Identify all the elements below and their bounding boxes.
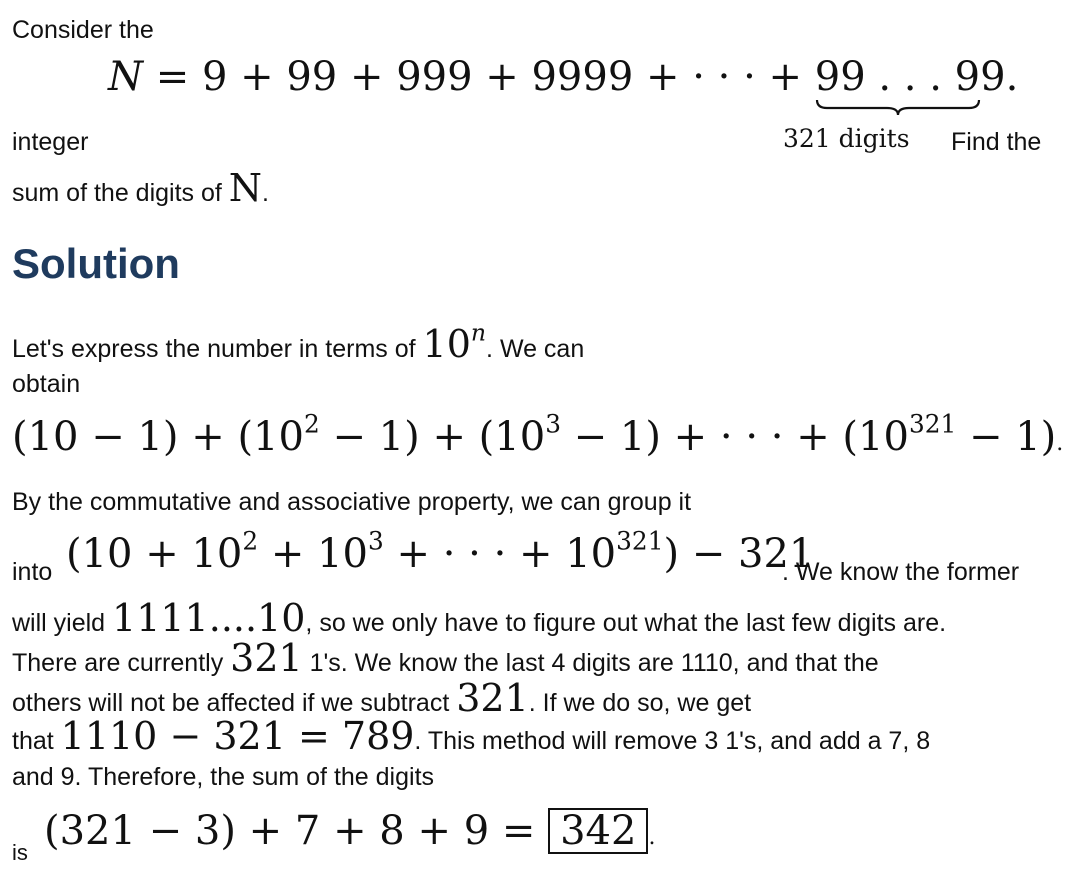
- eq1-a: (10 − 1) + (10: [12, 414, 304, 460]
- eq2-b: + 10: [258, 531, 368, 577]
- solution-eq2: [66, 526, 815, 577]
- solution-eq1: [12, 409, 1064, 460]
- var-n: N: [228, 166, 263, 210]
- eq2-d: ) − 321: [663, 531, 815, 577]
- eq2-a: (10 + 10: [66, 531, 243, 577]
- eq-lhs: N: [108, 54, 143, 100]
- p6-math: 1110 − 321 = 789: [60, 714, 415, 758]
- problem-equation: [108, 54, 1018, 100]
- solution-p2-tail: . We know the former: [782, 558, 1020, 586]
- solution-p2-line1: By the commutative and associative property, we can group it: [12, 488, 692, 516]
- p3-tail: , so we only have to figure out what the last few digits are.: [305, 609, 947, 637]
- eq3-expr: (321 − 3) + 7 + 8 + 9 =: [44, 808, 549, 854]
- eq2-c: + · · · + 10: [383, 531, 617, 577]
- eq1-exp321: 321: [908, 409, 957, 439]
- eq1-b: − 1) + (10: [319, 414, 546, 460]
- p6-pre: that: [12, 727, 61, 755]
- problem-intro: Consider the: [12, 16, 154, 44]
- eq1-c: − 1) + · · · + (10: [560, 414, 909, 460]
- underbrace-label: 321 digits: [783, 124, 910, 153]
- p5-math: 321: [456, 676, 529, 720]
- eq2-exp3: 3: [367, 526, 384, 556]
- p3-pre: will yield: [12, 609, 113, 637]
- eq1-exp3: 3: [545, 409, 561, 439]
- eq1-d: − 1): [956, 414, 1057, 460]
- eq-end: .: [1005, 54, 1019, 100]
- p6-tail: . This method will remove 3 1's, and add a 7, 8: [414, 727, 931, 755]
- solution-p3: [12, 596, 946, 640]
- p4-math: 321: [230, 636, 303, 680]
- solution-p7: and 9. Therefore, the sum of the digits: [12, 763, 435, 791]
- eq2-exp321: 321: [616, 526, 664, 556]
- solution-p2-into: into: [12, 558, 53, 586]
- underbrace-icon: [815, 98, 981, 116]
- eq1-exp2: 2: [303, 409, 320, 439]
- solution-p4: [12, 636, 879, 680]
- eq-last-term: 99 . . . 99: [814, 54, 1006, 100]
- p3-math: 1111....10: [112, 596, 306, 640]
- answer-box: 342: [548, 808, 648, 854]
- eq-terms: = 9 + 99 + 999 + 9999 + · · · +: [155, 54, 803, 100]
- p1-math: [422, 318, 487, 366]
- p1-exp: n: [470, 318, 487, 347]
- p5-tail: . If we do so, we get: [528, 689, 752, 717]
- problem-integer: integer: [12, 128, 89, 156]
- solution-p1-line2: obtain: [12, 370, 81, 398]
- eq2-exp2: 2: [242, 526, 259, 556]
- problem-sum-line: [12, 166, 269, 210]
- p1-base: 10: [422, 322, 471, 366]
- solution-eq3: [44, 808, 655, 854]
- p1-tail: . We can: [486, 335, 585, 363]
- solution-p1: [12, 318, 585, 366]
- sum-period: .: [262, 179, 269, 207]
- p4-tail: 1's. We know the last 4 digits are 1110, and that the: [302, 649, 879, 677]
- solution-heading: Solution: [12, 240, 180, 287]
- p5-pre: others will not be affected if we subtract: [12, 689, 457, 717]
- underbraced-term: [815, 54, 1006, 100]
- p4-pre: There are currently: [12, 649, 231, 677]
- solution-p8-is: is: [12, 840, 28, 865]
- sum-text: sum of the digits of: [12, 179, 229, 207]
- p1-text: Let's express the number in terms of: [12, 335, 423, 363]
- eq3-end: .: [648, 825, 656, 850]
- problem-find-the: Find the: [951, 128, 1042, 156]
- solution-p6: [12, 714, 930, 758]
- eq1-end: .: [1056, 431, 1064, 456]
